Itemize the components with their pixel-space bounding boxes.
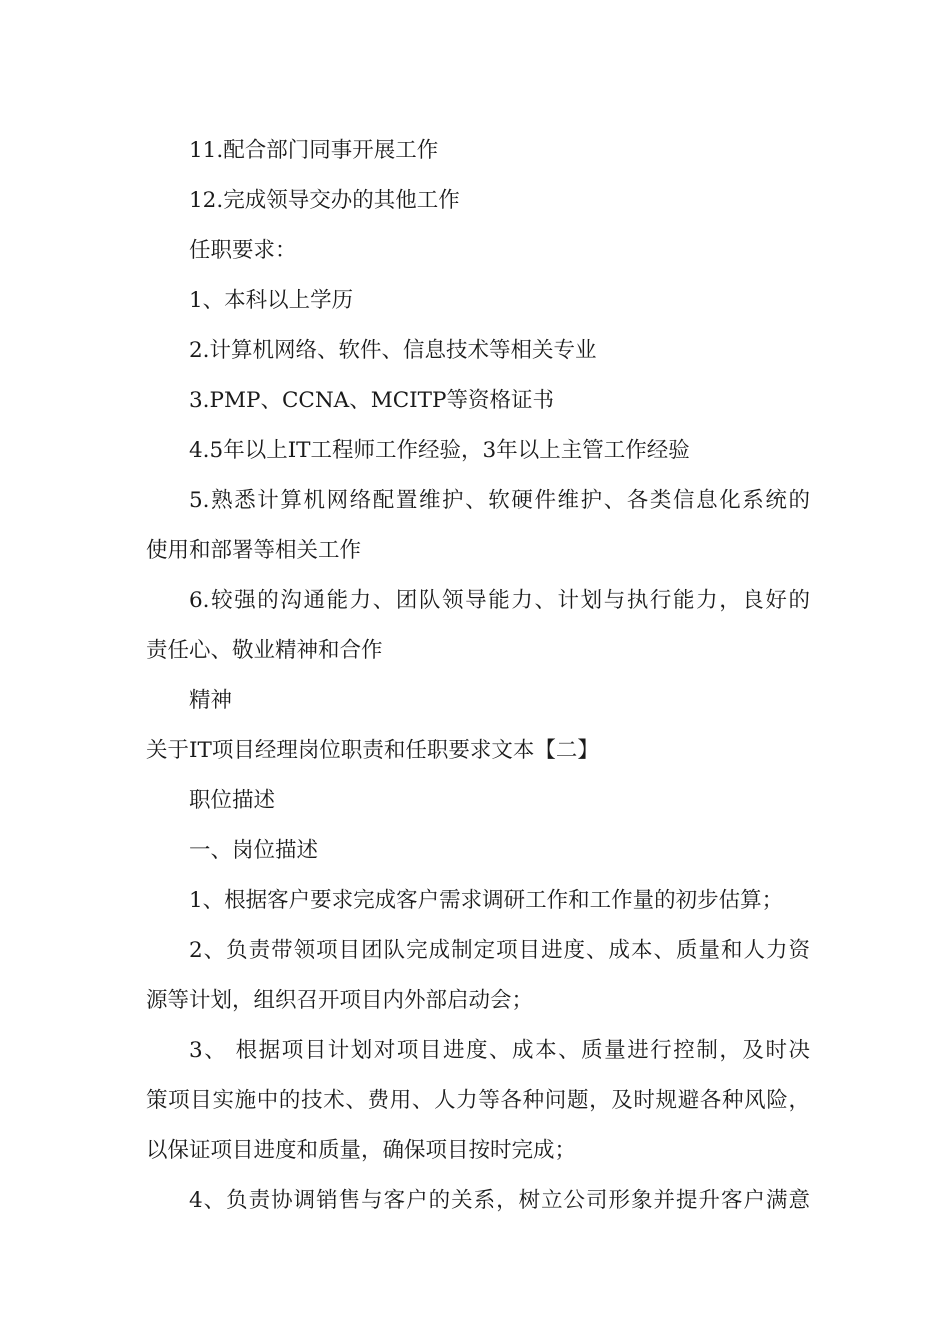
document-body [146, 133, 810, 1233]
list-item-12: 12.完成领导交办的其他工作 [189, 188, 460, 213]
requirement-6-line-3: 精神 [189, 688, 233, 713]
section-heading-requirements: 任职要求： [189, 238, 297, 263]
duty-1: 1、根据客户要求完成客户需求调研工作和工作量的初步估算； [189, 888, 784, 913]
subheading-position-description: 一、岗位描述 [189, 838, 319, 863]
subheading-job-description: 职位描述 [189, 788, 276, 813]
duty-4-line-1: 4、负责协调销售与客户的关系，树立公司形象并提升客户满意 [189, 1188, 810, 1213]
requirement-1: 1、本科以上学历 [189, 288, 354, 313]
duty-3-line-2: 策项目实施中的技术、费用、人力等各种问题，及时规避各种风险， [146, 1088, 810, 1113]
requirement-5-line-1: 5.熟悉计算机网络配置维护、软硬件维护、各类信息化系统的 [189, 488, 810, 513]
duty-3-line-3: 以保证项目进度和质量，确保项目按时完成； [146, 1138, 577, 1163]
duty-2-line-2: 源等计划，组织召开项目内外部启动会； [146, 988, 534, 1013]
duty-3-line-1: 3、 根据项目计划对项目进度、成本、质量进行控制，及时决 [189, 1038, 810, 1063]
requirement-2: 2.计算机网络、软件、信息技术等相关专业 [189, 338, 597, 363]
requirement-6-line-2: 责任心、敬业精神和合作 [146, 638, 383, 663]
requirement-4: 4.5年以上IT工程师工作经验，3年以上主管工作经验 [189, 438, 690, 463]
requirement-5-line-2: 使用和部署等相关工作 [146, 538, 362, 563]
section-title-part-2: 关于IT项目经理岗位职责和任职要求文本【二】 [146, 738, 599, 763]
requirement-6-line-1: 6.较强的沟通能力、团队领导能力、计划与执行能力，良好的 [189, 588, 810, 613]
requirement-3: 3.PMP、CCNA、MCITP等资格证书 [189, 388, 554, 413]
duty-2-line-1: 2、负责带领项目团队完成制定项目进度、成本、质量和人力资 [189, 938, 810, 963]
list-item-11: 11.配合部门同事开展工作 [189, 138, 439, 163]
